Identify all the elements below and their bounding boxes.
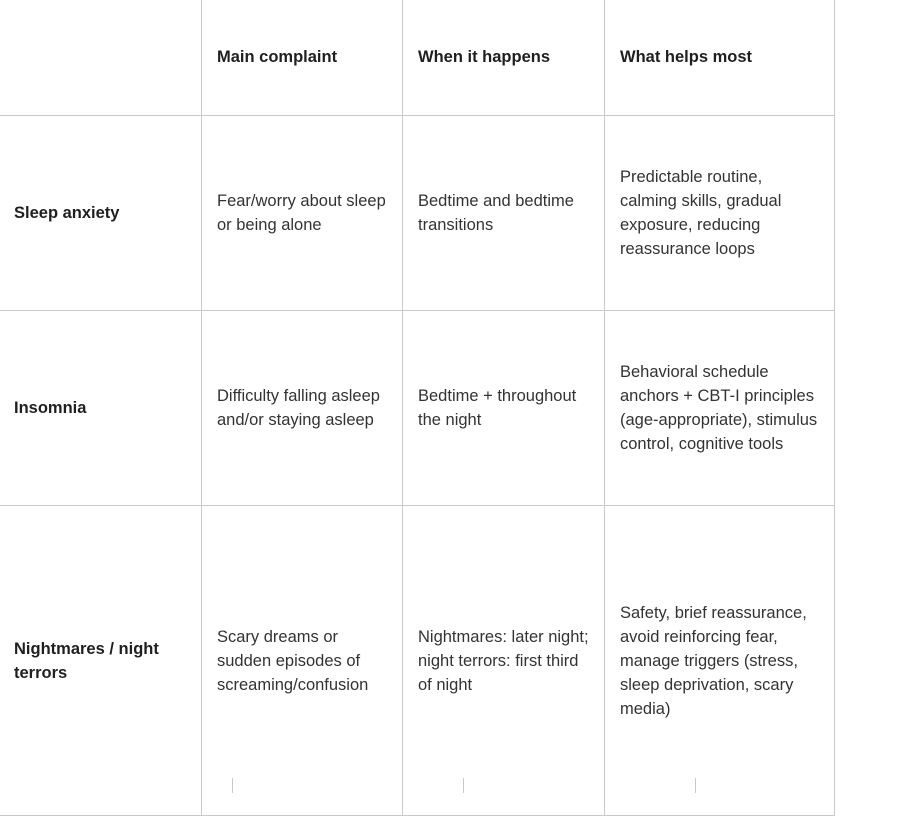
header-when-it-happens: When it happens [403,0,605,116]
cell-when-it-happens: Bedtime and bedtime transitions [403,116,605,311]
cell-what-helps-most: Behavioral schedule anchors + CBT-I principles (age-appropriate), stimulus control, cognitive tools [605,311,835,506]
cell-what-helps-most: Safety, brief reassurance, avoid reinforcing fear, manage triggers (stress, sleep deprivation, scary media) [605,506,835,816]
cell-when-it-happens: Bedtime + throughout the night [403,311,605,506]
table-row [0,311,835,506]
cell-main-complaint: Fear/worry about sleep or being alone [202,116,403,311]
header-what-helps-most: What helps most [605,0,835,116]
cell-main-complaint: Scary dreams or sudden episodes of screaming/confusion [202,506,403,816]
header-corner-cell [0,0,202,116]
table-header-row [0,0,835,116]
column-divider-stub [232,778,233,793]
table-row [0,116,835,311]
cell-when-it-happens: Nightmares: later night; night terrors: first third of night [403,506,605,816]
header-main-complaint: Main complaint [202,0,403,116]
row-label-nightmares-night-terrors: Nightmares / night terrors [0,506,202,816]
column-divider-stub [463,778,464,793]
column-divider-stub [695,778,696,793]
row-label-insomnia: Insomnia [0,311,202,506]
cell-main-complaint: Difficulty falling asleep and/or staying asleep [202,311,403,506]
table-row [0,506,835,816]
row-label-sleep-anxiety: Sleep anxiety [0,116,202,311]
cell-what-helps-most: Predictable routine, calming skills, gradual exposure, reducing reassurance loops [605,116,835,311]
